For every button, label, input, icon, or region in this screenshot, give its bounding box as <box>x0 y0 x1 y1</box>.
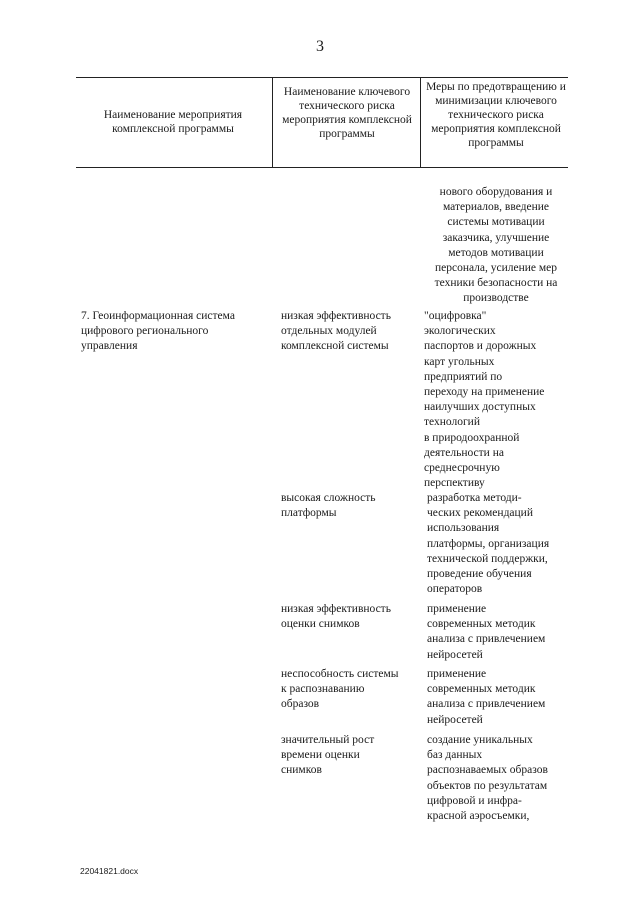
risk-cell: низкая эффективность отдельных модулей комплексной системы <box>281 310 391 353</box>
measure-cell: разработка методи- ческих рекомендаций использования платформы, организация технической поддержки, проведение обучения операторов <box>427 492 550 596</box>
activity-name: 7. Геоинформационная система цифрового регионального управления <box>81 310 235 353</box>
table-header-bottom-border <box>76 167 568 168</box>
measure-cell: создание уникальных баз данных распознаваемых образов объектов по результатам цифровой и инфра- красной аэросъемки, <box>427 734 548 823</box>
risk-cell: значительный рост времени оценки снимков <box>281 734 375 777</box>
footer-filename: 22041821.docx <box>80 866 139 876</box>
header-activity-name: Наименование мероприятия комплексной программы <box>103 109 243 135</box>
measure-cell: применение современных методик анализа с привлечением нейросетей <box>427 668 546 726</box>
header-divider-1 <box>272 77 273 168</box>
measure-cell: "оцифровка" экологических паспортов и дорожных карт угольных предприятий по переходу на применение наилучших доступных технологий в природоохранной деятельности на среднесрочную перспективу <box>424 310 545 490</box>
header-measures: Меры по предотвращению и минимизации ключевого технического риска мероприятия комплексной программы <box>426 81 566 149</box>
measure-cell: применение современных методик анализа с привлечением нейросетей <box>427 603 546 661</box>
header-divider-2 <box>420 77 421 168</box>
page-number: 3 <box>316 38 324 55</box>
risk-cell: низкая эффективность оценки снимков <box>281 603 391 631</box>
table-top-border <box>76 77 568 78</box>
header-risk-name: Наименование ключевого технического риска мероприятия комплексной программы <box>282 86 412 140</box>
risk-cell: высокая сложность платформы <box>281 492 376 520</box>
risk-cell: неспособность системы к распознаванию образов <box>281 668 399 711</box>
continuation-measure: нового оборудования и материалов, введение системы мотивации заказчика, улучшение методов мотивации персонала, усиление мер техники безопасности на производстве <box>434 186 558 305</box>
